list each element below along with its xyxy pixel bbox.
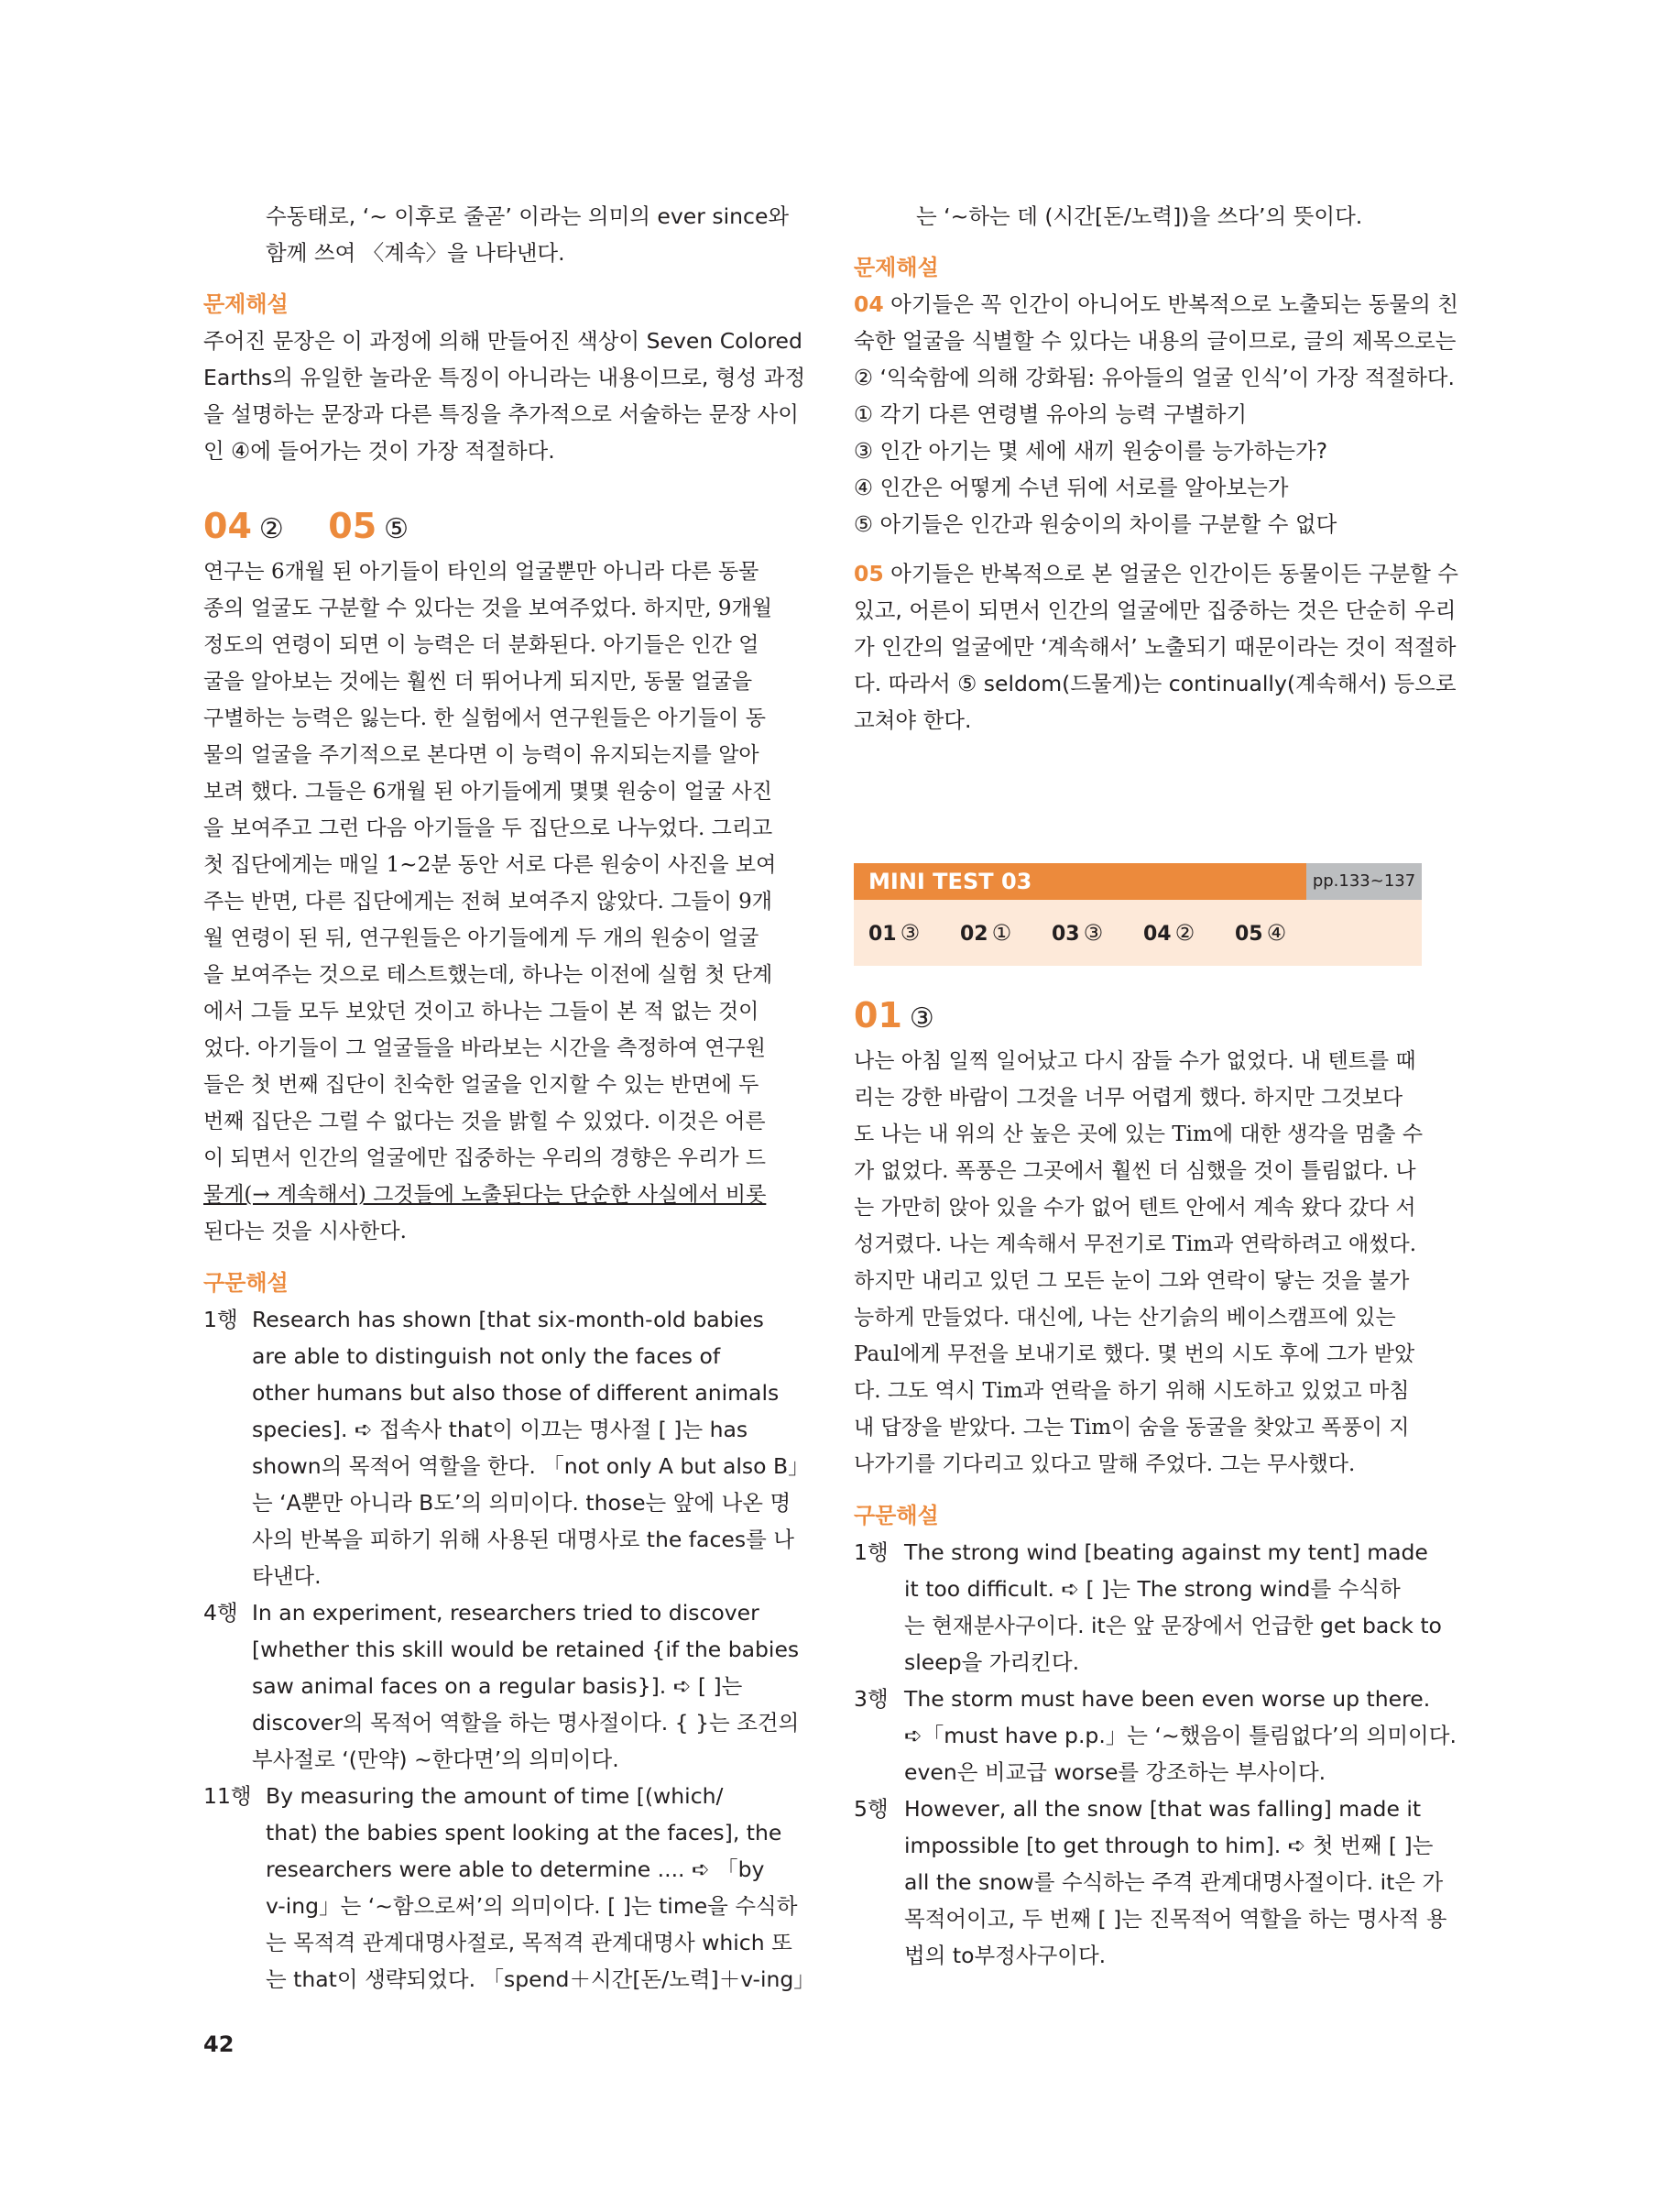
grammar-note [252,1594,799,1778]
text-line: 물게(→ 계속해서) 그것들에 노출된다는 단순한 사실에서 비롯 [203,1183,767,1207]
text-line: 굴을 알아보는 것에는 훨씬 더 뛰어나게 되지만, 동물 얼굴을 [203,670,753,694]
text-line: that) the babies spent looking at the faces], the [266,1820,782,1845]
text-line: Paul에게 무전을 보내기로 했다. 몇 번의 시도 후에 그가 받았 [854,1342,1415,1366]
text-line: In an experiment, researchers tried to discover [252,1600,759,1626]
text-line: 다. 그도 역시 Tim과 연락을 하기 위해 시도하고 있었고 마침 [854,1379,1410,1403]
question-number: 01 [854,995,902,1035]
text-line: 었다. 아기들이 그 얼굴들을 바라보는 시간을 측정하여 연구원 [203,1036,766,1060]
text-line: 는 현재분사구이다. it은 앞 문장에서 언급한 get back to [904,1613,1442,1638]
answer-item: 02 ① [960,920,1012,946]
answer-mark: ③ [909,1002,934,1035]
text-line: 하지만 내리고 있던 그 모든 눈이 그와 연락이 닿는 것을 불가 [854,1269,1410,1293]
text-line: 가 인간의 얼굴에만 ‘계속해서’ 노출되기 때문이라는 것이 적절하 [854,634,1457,660]
text-line: 는 ‘~하는 데 (시간[돈/노력])을 쓰다’의 뜻이다. [916,203,1363,229]
grammar-note [266,1778,815,1998]
text-line: 는 that이 생략되었다. 「spend＋시간[돈/노력]＋v-ing」 [266,1966,815,1992]
text-line: 을 보여주고 그런 다음 아기들을 두 집단으로 나누었다. 그리고 [203,816,773,840]
text-line: ➪「must have p.p.」는 ‘~했음이 틀림없다’의 의미이다. [904,1723,1457,1748]
text-line: 주어진 문장은 이 과정에 의해 만들어진 색상이 Seven Colored [203,328,802,354]
text-line: 내 답장을 받았다. 그는 Tim이 숨을 동굴을 찾았고 폭풍이 지 [854,1416,1410,1440]
text-line: Earths의 유일한 놀라운 특징이 아니라는 내용이므로, 형성 과정 [203,365,806,390]
text-line: 함께 쓰여 〈계속〉을 나타낸다. [266,240,565,266]
right-explanation-05 [854,555,1458,739]
line-number: 1행 [854,1539,889,1565]
question-number: 05 [328,506,377,546]
question-number: 05 [854,561,884,586]
text-line: 가 없었다. 폭풍은 그곳에서 훨씬 더 심했을 것이 틀림없다. 나 [854,1159,1416,1183]
section-heading: 문제해설 [854,255,939,280]
line-number: 1행 [203,1307,238,1332]
page-number: 42 [203,2031,235,2057]
grammar-note [904,1790,1446,1974]
text-line: 에서 그들 모두 보았던 것이고 하나는 그들이 본 적 없는 것이 [203,1000,759,1024]
text-line: impossible [to get through to him]. ➪ 첫 번째 [ ]는 [904,1833,1434,1858]
grammar-note [904,1534,1442,1681]
text-line: researchers were able to determine .... ➪ 「by [266,1856,765,1882]
text-line: 사의 반복을 피하기 위해 사용된 대명사로 the faces를 나 [252,1527,794,1552]
text-line: 아기들은 반복적으로 본 얼굴은 인간이든 동물이든 구분할 수 [883,561,1458,586]
right-intro [916,198,1362,235]
text-line: 능하게 만들었다. 대신에, 나는 산기슭의 베이스캠프에 있는 [854,1306,1396,1330]
mini-test-answers [854,900,1422,966]
text-line: However, all the snow [that was falling] made it [904,1796,1422,1822]
text-line: 물의 얼굴을 주기적으로 본다면 이 능력이 유지되는지를 알아 [203,743,759,767]
line-number: 11행 [203,1783,252,1809]
text-line: 을 설명하는 문장과 다른 특징을 추가적으로 서술하는 문장 사이 [203,401,799,427]
question-numbers [854,995,934,1039]
right-explanation-04 [854,286,1458,542]
text-line: 연구는 6개월 된 아기들이 타인의 얼굴뿐만 아니라 다른 동물 [203,560,759,584]
mini-test-header [854,863,1422,900]
text-line: 법의 to부정사구이다. [904,1943,1107,1968]
text-line: 된다는 것을 시사한다. [203,1220,407,1243]
text-line: sleep을 가리킨다. [904,1649,1080,1675]
text-line: 이 되면서 인간의 얼굴에만 집중하는 우리의 경향은 우리가 드 [203,1146,766,1170]
text-line: 보려 했다. 그들은 6개월 된 아기들에게 몇몇 원숭이 얼굴 사진 [203,780,772,804]
text-line: ⑤ 아기들은 인간과 원숭이의 차이를 구분할 수 없다 [854,511,1337,537]
section-heading: 문제해설 [203,291,289,317]
section-heading: 구문해설 [203,1270,289,1296]
text-line: 아기들은 꼭 인간이 아니어도 반복적으로 노출되는 동물의 친 [883,291,1458,317]
text-line: 정도의 연령이 되면 이 능력은 더 분화된다. 아기들은 인간 얼 [203,633,759,657]
text-line: even은 비교급 worse를 강조하는 부사이다. [904,1759,1326,1785]
text-line: 는 가만히 앉아 있을 수가 없어 텐트 안에서 계속 왔다 갔다 서 [854,1196,1416,1220]
text-line: ① 각기 다른 연령별 유아의 능력 구별하기 [854,401,1248,427]
text-line: 나가기를 기다리고 있다고 말해 주었다. 그는 무사했다. [854,1452,1356,1476]
answer-mark: ② [258,513,284,545]
grammar-note [252,1301,810,1594]
text-line: Research has shown [that six-month-old babies [252,1307,764,1332]
text-line: 다. 따라서 ⑤ seldom(드물게)는 continually(계속해서) 등으로 [854,671,1457,696]
text-line: [whether this skill would be retained {if the babies [252,1637,800,1662]
text-line: The storm must have been even worse up there. [904,1686,1431,1712]
text-line: 구별하는 능력은 잃는다. 한 실험에서 연구원들은 아기들이 동 [203,706,766,730]
text-line: all the snow를 수식하는 주격 관계대명사절이다. it은 가 [904,1869,1444,1895]
line-number: 5행 [854,1796,889,1822]
text-line: discover의 목적어 역할을 하는 명사절이다. { }는 조건의 [252,1710,800,1736]
answer-item: 05 ④ [1235,920,1287,946]
text-line: other humans but also those of different animals [252,1380,780,1406]
text-line: 인 ④에 들어가는 것이 가장 적절하다. [203,438,555,464]
text-line: 첫 집단에게는 매일 1~2분 동안 서로 다른 원숭이 사진을 보여 [203,853,777,877]
text-line: ② ‘익숙함에 의해 강화됨: 유아들의 얼굴 인식’이 가장 적절하다. [854,365,1455,390]
mini-test-title: MINI TEST 03 [868,869,1032,894]
text-line: 도 나는 내 위의 산 높은 곳에 있는 Tim에 대한 생각을 멈출 수 [854,1122,1424,1146]
text-line: ④ 인간은 어떻게 수년 뒤에 서로를 알아보는가 [854,475,1289,500]
line-number: 3행 [854,1686,889,1712]
left-intro [266,198,789,271]
question-number: 04 [854,291,884,317]
text-line: 부사절로 ‘(만약) ~한다면’의 의미이다. [252,1747,619,1772]
question-numbers [203,506,409,550]
answer-item: 04 ② [1143,920,1195,946]
text-line: 목적어이고, 두 번째 [ ]는 진목적어 역할을 하는 명사적 용 [904,1906,1447,1932]
line-number: 4행 [203,1600,238,1626]
text-line: v-ing」는 ‘~함으로써’의 의미이다. [ ]는 time을 수식하 [266,1893,798,1919]
question-number: 04 [203,506,252,546]
left-explanation [203,323,805,469]
answer-item: 01 ③ [868,920,921,946]
text-line: 수동태로, ‘~ 이후로 줄곧’ 이라는 의미의 ever since와 [266,203,790,229]
text-line: 들은 첫 번째 집단이 친숙한 얼굴을 인지할 수 있는 반면에 두 [203,1073,759,1097]
text-line: 타낸다. [252,1563,322,1589]
text-line: 리는 강한 바람이 그것을 너무 어렵게 했다. 하지만 그것보다 [854,1086,1403,1110]
text-line: 주는 반면, 다른 집단에게는 전혀 보여주지 않았다. 그들이 9개 [203,890,772,914]
right-translation [854,1043,1423,1483]
text-line: 는 목적격 관계대명사절로, 목적격 관계대명사 which 또 [266,1930,792,1955]
text-line: 있고, 어른이 되면서 인간의 얼굴에만 집중하는 것은 단순히 우리 [854,597,1457,623]
text-line: 성거렸다. 나는 계속해서 무전기로 Tim과 연락하려고 애썼다. [854,1232,1417,1256]
section-heading: 구문해설 [854,1503,939,1528]
text-line: are able to distinguish not only the faces of [252,1343,721,1369]
text-line: The strong wind [beating against my tent] made [904,1539,1428,1565]
text-line: 종의 얼굴도 구분할 수 있다는 것을 보여주었다. 하지만, 9개월 [203,597,772,620]
answer-item: 03 ③ [1052,920,1104,946]
text-line: 월 연령이 된 뒤, 연구원들은 아기들에게 두 개의 원숭이 얼굴 [203,926,759,950]
text-line: 는 ‘A뿐만 아니라 B도’의 의미이다. those는 앞에 나온 명 [252,1490,791,1516]
text-line: saw animal faces on a regular basis}]. ➪ [ ]는 [252,1673,743,1699]
text-line: shown의 목적어 역할을 한다. 「not only A but also B」 [252,1453,810,1479]
text-line: it too difficult. ➪ [ ]는 The strong wind를 수식하 [904,1576,1401,1602]
text-line: By measuring the amount of time [(which/ [266,1783,724,1809]
text-line: species]. ➪ 접속사 that이 이끄는 명사절 [ ]는 has [252,1417,748,1442]
text-line: 고쳐야 한다. [854,707,972,733]
text-line: 을 보여주는 것으로 테스트했는데, 하나는 이전에 실험 첫 단계 [203,963,773,987]
text-line: 번째 집단은 그럴 수 없다는 것을 밝힐 수 있었다. 이것은 어른 [203,1110,766,1133]
grammar-note [904,1681,1457,1790]
text-line: ③ 인간 아기는 몇 세에 새끼 원숭이를 능가하는가? [854,438,1328,464]
mini-test-pages: pp.133~137 [1306,863,1422,900]
text-line: 숙한 얼굴을 식별할 수 있다는 내용의 글이므로, 글의 제목으로는 [854,328,1457,354]
left-translation [203,553,776,1250]
answer-mark: ⑤ [384,513,409,545]
text-line: 나는 아침 일찍 일어났고 다시 잠들 수가 없었다. 내 텐트를 때 [854,1049,1416,1073]
